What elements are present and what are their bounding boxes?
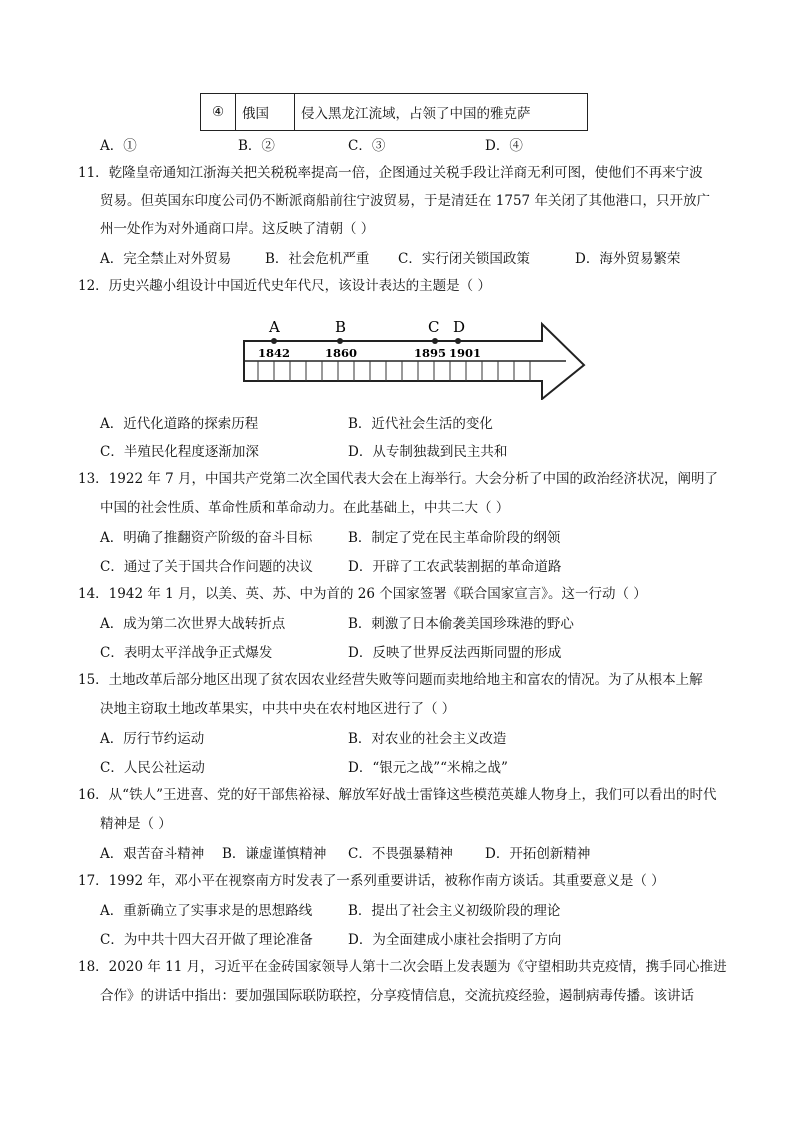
- q12-option-d[interactable]: D．从专制独裁到民主共和: [348, 444, 508, 460]
- q13-stem-line-1: 13．1922 年 7 月，中国共产党第二次全国代表大会在上海举行。大会分析了中国的政治经济状况，阐明了: [78, 471, 718, 487]
- q14-stem: 14．1942 年 1 月，以美、英、苏、中为首的 26 个国家签署《联合国家宣言》。这一行动（ ）: [78, 586, 647, 602]
- answer-table: [200, 93, 588, 131]
- timeline-label-b: B: [335, 318, 347, 336]
- timeline-year-1901: 1901: [449, 346, 482, 360]
- q16-stem-line-1: 16．从“铁人”王进喜、党的好干部焦裕禄、解放军好战士雷锋这些模范英雄人物身上，我们可以看出的时代: [78, 787, 717, 803]
- q15-option-c[interactable]: C．人民公社运动: [100, 760, 205, 776]
- q17-option-d[interactable]: D．为全面建成小康社会指明了方向: [348, 932, 562, 948]
- q17-option-a[interactable]: A．重新确立了实事求是的思想路线: [100, 903, 313, 919]
- q17-option-c[interactable]: C．为中共十四大召开做了理论准备: [100, 932, 313, 948]
- q15-option-a[interactable]: A．厉行节约运动: [100, 731, 205, 747]
- timeline-point-c: [432, 338, 438, 344]
- q11-stem-line-1: 11．乾隆皇帝通知江浙海关把关税税率提高一倍，企图通过关税手段让洋商无利可图，使他们不再来宁波: [78, 165, 703, 181]
- q11-option-a[interactable]: A．完全禁止对外贸易: [100, 251, 232, 267]
- q12-stem: 12．历史兴趣小组设计中国近代史年代尺，该设计表达的主题是（ ）: [78, 278, 491, 294]
- q10-option-d[interactable]: D．④: [485, 138, 523, 154]
- q14-option-c[interactable]: C．表明太平洋战争正式爆发: [100, 645, 273, 661]
- q14-option-a[interactable]: A．成为第二次世界大战转折点: [100, 616, 286, 632]
- timeline-year-1860: 1860: [325, 346, 358, 360]
- q13-option-d[interactable]: D．开辟了工农武装割据的革命道路: [348, 559, 562, 575]
- q14-option-d[interactable]: D．反映了世界反法西斯同盟的形成: [348, 645, 562, 661]
- timeline-point-a: [271, 338, 277, 344]
- table-cell-country: 俄国: [236, 94, 295, 131]
- q15-stem-line-1: 15．土地改革后部分地区出现了贫农因农业经营失败等问题而卖地给地主和富农的情况。为了从根本上解: [78, 672, 703, 688]
- q18-stem-line-1: 18．2020 年 11 月，习近平在金砖国家领导人第十二次会晤上发表题为《守望相助共克疫情，携手同心推进: [78, 959, 727, 975]
- q11-option-b[interactable]: B．社会危机严重: [265, 251, 370, 267]
- timeline-year-1842: 1842: [258, 346, 291, 360]
- timeline-figure: [230, 315, 590, 400]
- timeline-label-c: C: [428, 318, 440, 336]
- timeline-label-a: A: [269, 318, 280, 336]
- q15-option-d[interactable]: D．“银元之战”“米棉之战”: [348, 760, 508, 776]
- q11-stem-line-3: 州一处作为对外通商口岸。这反映了清朝（ ）: [100, 221, 375, 237]
- q11-option-c[interactable]: C．实行闭关锁国政策: [398, 251, 530, 267]
- table-row: [201, 94, 588, 131]
- q17-option-b[interactable]: B．提出了社会主义初级阶段的理论: [348, 903, 561, 919]
- q10-option-b[interactable]: B．②: [238, 138, 275, 154]
- timeline-label-d: D: [453, 318, 466, 336]
- q16-option-a[interactable]: A．艰苦奋斗精神: [100, 846, 205, 862]
- q16-stem-line-2: 精神是（ ）: [100, 816, 172, 832]
- timeline-point-d: [455, 338, 461, 344]
- q13-option-b[interactable]: B．制定了党在民主革命阶段的纲领: [348, 530, 561, 546]
- q16-option-d[interactable]: D．开拓创新精神: [485, 846, 591, 862]
- q15-stem-line-2: 决地主窃取土地改革果实，中共中央在农村地区进行了（ ）: [100, 701, 456, 717]
- q12-option-b[interactable]: B．近代社会生活的变化: [348, 416, 493, 432]
- q12-option-a[interactable]: A．近代化道路的探索历程: [100, 416, 259, 432]
- table-cell-num: ④: [201, 94, 236, 131]
- table-cell-event: 侵入黑龙江流域，占领了中国的雅克萨: [295, 94, 588, 131]
- timeline-year-1895: 1895: [414, 346, 447, 360]
- q12-option-c[interactable]: C．半殖民化程度逐渐加深: [100, 444, 259, 460]
- q10-option-a[interactable]: A．①: [100, 138, 137, 154]
- q18-stem-line-2: 合作》的讲话中指出：要加强国际联防联控，分享疫情信息，交流抗疫经验，遏制病毒传播。该讲话: [100, 988, 694, 1004]
- q13-option-a[interactable]: A．明确了推翻资产阶级的奋斗目标: [100, 530, 313, 546]
- q17-stem: 17．1992 年，邓小平在视察南方时发表了一系列重要讲话，被称作南方谈话。其重要意义是（ ）: [78, 873, 665, 889]
- q11-option-d[interactable]: D．海外贸易繁荣: [575, 251, 681, 267]
- q13-stem-line-2: 中国的社会性质、革命性质和革命动力。在此基础上，中共二大（ ）: [100, 500, 510, 516]
- q16-option-b[interactable]: B．谦虚谨慎精神: [222, 846, 327, 862]
- q14-option-b[interactable]: B．刺激了日本偷袭美国珍珠港的野心: [348, 616, 574, 632]
- q11-stem-line-2: 贸易。但英国东印度公司仍不断派商船前往宁波贸易，于是清廷在 1757 年关闭了其他港口，只开放广: [100, 193, 710, 209]
- q13-option-c[interactable]: C．通过了关于国共合作问题的决议: [100, 559, 313, 575]
- q10-option-c[interactable]: C．③: [348, 138, 386, 154]
- q16-option-c[interactable]: C．不畏强暴精神: [348, 846, 453, 862]
- q15-option-b[interactable]: B．对农业的社会主义改造: [348, 731, 507, 747]
- timeline-point-b: [337, 338, 343, 344]
